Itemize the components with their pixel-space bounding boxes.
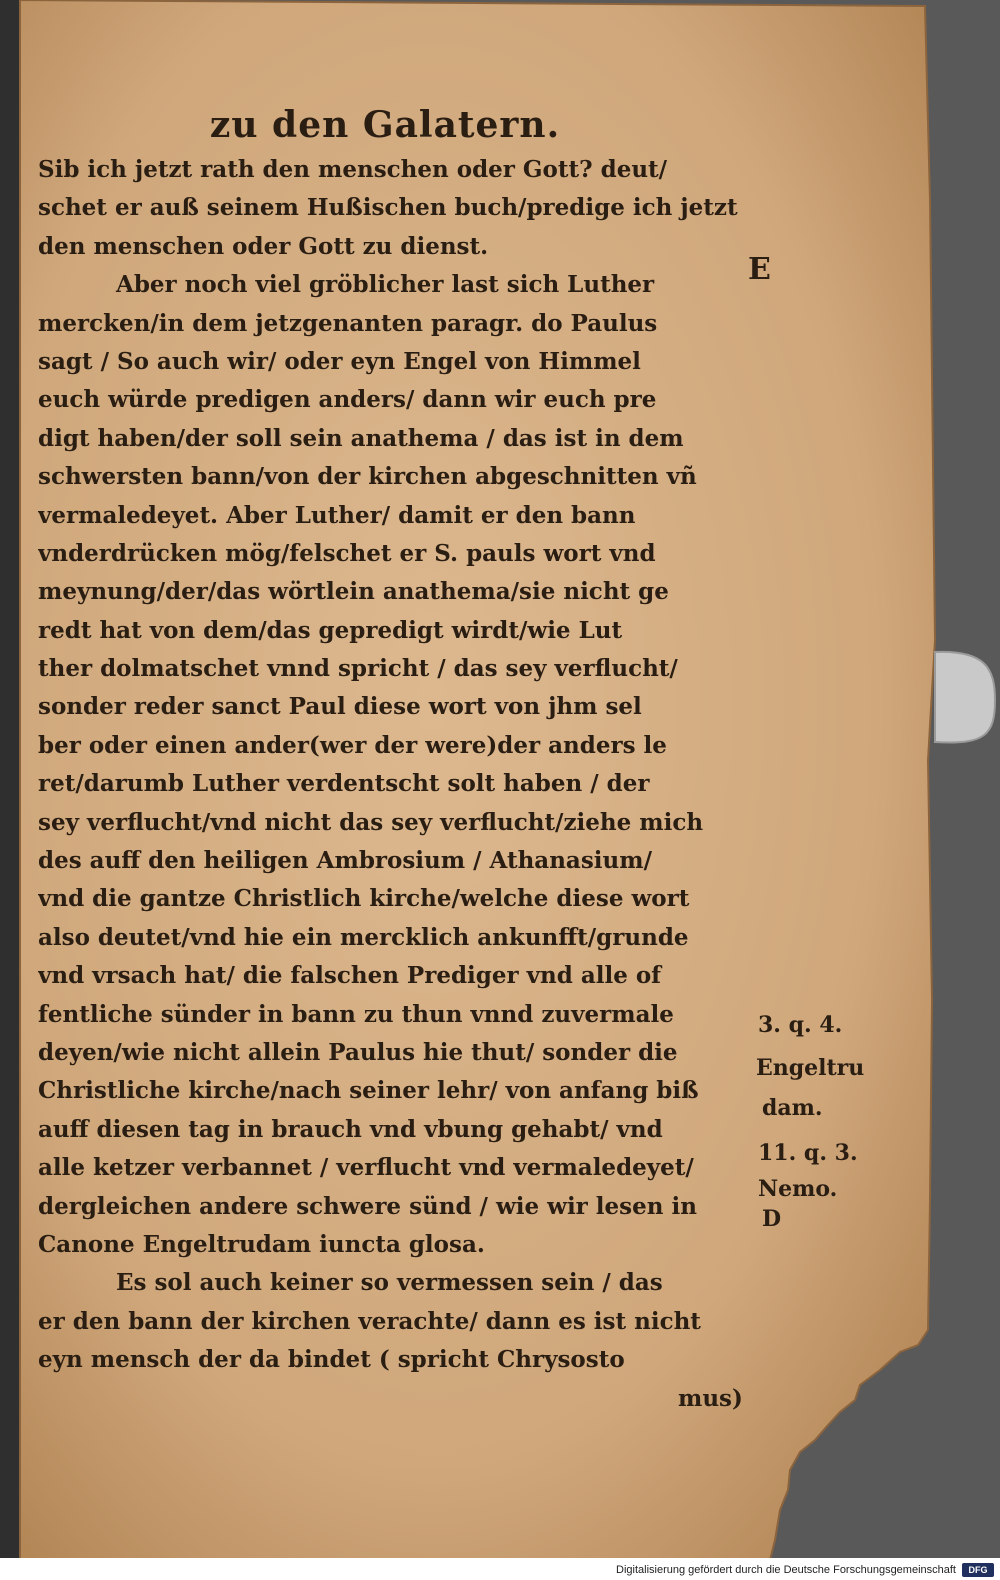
text-line: vnd die gantze Christlich kirche/welche diese wort — [38, 885, 690, 913]
margin-note: Engeltru — [756, 1055, 865, 1081]
text-line: vermaledeyet. Aber Luther/ damit er den bann — [38, 501, 636, 529]
text-line: auff diesen tag in brauch vnd vbung gehabt/ vnd — [38, 1115, 663, 1143]
text-line: des auff den heiligen Ambrosium / Athanasium/ — [38, 847, 652, 875]
text-line: Canone Engeltrudam iuncta glosa. — [38, 1230, 485, 1258]
footer-bar — [0, 1558, 1000, 1580]
margin-notes — [748, 0, 888, 1580]
text-line: digt haben/der soll sein anathema / das ist in dem — [38, 424, 684, 452]
text-line: sonder reder sanct Paul diese wort von jhm sel — [38, 693, 642, 721]
text-line: deyen/wie nicht allein Paulus hie thut/ sonder die — [38, 1038, 678, 1066]
text-line: Es sol auch keiner so vermessen sein / das — [116, 1269, 663, 1297]
text-line: vnderdrücken mög/felschet er S. pauls wort vnd — [38, 539, 656, 567]
margin-note: Nemo. — [758, 1176, 838, 1202]
text-line: eyn mensch der da bindet ( spricht Chrysosto — [38, 1346, 625, 1374]
text-line: fentliche sünder in bann zu thun vnnd zuvermale — [38, 1000, 674, 1028]
text-line: mus) — [678, 1384, 743, 1412]
page-header: zu den Galatern. — [209, 104, 561, 146]
text-line: schwersten bann/von der kirchen abgeschnitten vñ — [38, 463, 697, 491]
text-line: dergleichen andere schwere sünd / wie wir lesen in — [38, 1192, 697, 1220]
text-line: Sib ich jetzt rath den menschen oder Gott? deut/ — [38, 156, 668, 183]
text-line: mercken/in dem jetzgenanten paragr. do Paulus — [38, 309, 658, 337]
footer-credit: Digitalisierung gefördert durch die Deutsche Forschungsgemeinschaft — [616, 1564, 956, 1576]
text-line: euch würde predigen anders/ dann wir euch pre — [38, 386, 657, 414]
body-text — [38, 151, 743, 1418]
text-line: sagt / So auch wir/ oder eyn Engel von Himmel — [38, 347, 641, 375]
text-line: er den bann der kirchen verachte/ dann es ist nicht — [38, 1307, 701, 1335]
text-line: ber oder einen ander(wer der were)der anders le — [38, 731, 667, 759]
text-line: Christliche kirche/nach seiner lehr/ von anfang biß — [38, 1077, 699, 1105]
text-line: also deutet/vnd hie ein mercklich ankunfft/grunde — [38, 923, 689, 951]
text-line: ther dolmatschet vnnd spricht / das sey verflucht/ — [38, 655, 678, 683]
text-line: sey verflucht/vnd nicht das sey verflucht/ziehe mich — [38, 808, 704, 836]
text-line: meynung/der/das wörtlein anathema/sie nicht ge — [38, 578, 669, 606]
margin-note: dam. — [762, 1095, 823, 1121]
text-line: Aber noch viel gröblicher last sich Luther — [116, 271, 655, 299]
text-line: vnd vrsach hat/ die falschen Prediger vnd alle of — [38, 962, 662, 990]
margin-note: 11. q. 3. — [758, 1140, 858, 1166]
text-line: ret/darumb Luther verdentscht solt haben / der — [38, 770, 650, 798]
text-line: schet er auß seinem Hußischen buch/predige ich jetzt — [38, 194, 738, 222]
dfg-logo: DFG — [962, 1563, 994, 1577]
margin-note: 3. q. 4. — [758, 1012, 843, 1038]
margin-note: D — [762, 1206, 782, 1232]
text-line: redt hat von dem/das gepredigt wirdt/wie Lut — [38, 616, 623, 644]
margin-note-signature: E — [748, 252, 771, 287]
text-line: alle ketzer verbannet / verflucht vnd vermaledeyet/ — [38, 1154, 694, 1182]
text-line: den menschen oder Gott zu dienst. — [38, 232, 489, 260]
